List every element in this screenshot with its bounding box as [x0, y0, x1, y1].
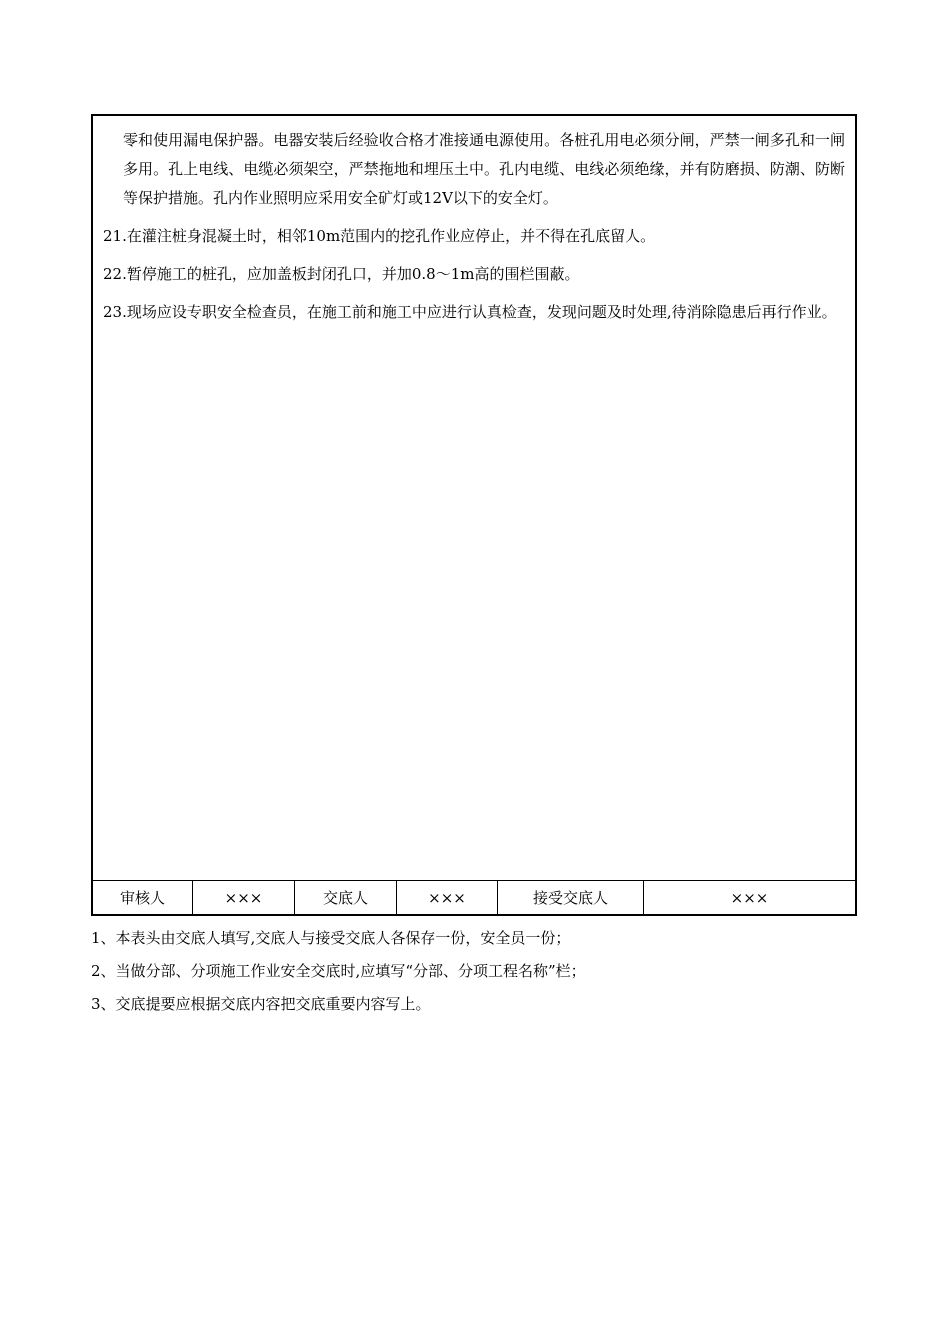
list-item-21: 21.在灌注桩身混凝土时，相邻10m范围内的挖孔作业应停止，并不得在孔底留人。 — [103, 227, 656, 245]
form-notes — [91, 922, 871, 1021]
signature-row — [93, 880, 855, 914]
presenter-value: ××× — [397, 881, 498, 914]
receiver-label: 接受交底人 — [498, 881, 644, 914]
list-item-23: 23.现场应设专职安全检查员，在施工前和施工中应进行认真检查，发现问题及时处理,待消除隐患后再行作业。 — [103, 303, 837, 321]
reviewer-label: 审核人 — [93, 881, 193, 914]
note-3: 3、交底提要应根据交底内容把交底重要内容写上。 — [91, 995, 431, 1013]
note-1: 1、本表头由交底人填写,交底人与接受交底人各保存一份，安全员一份； — [91, 929, 571, 947]
note-2: 2、当做分部、分项施工作业安全交底时,应填写“分部、分项工程名称”栏； — [91, 962, 586, 980]
disclosure-content — [93, 116, 855, 883]
continuation-paragraph: 零和使用漏电保护器。电器安装后经验收合格才准接通电源使用。各桩孔用电必须分闸，严禁一闸多孔和一闸多用。孔上电线、电缆必须架空，严禁拖地和埋压土中。孔内电缆、电线必须绝缘，并有防磨损、防潮、防断等保护措施。孔内作业照明应采用安全矿灯或12V以下的安全灯。 — [123, 131, 845, 207]
list-item-22: 22.暂停施工的桩孔，应加盖板封闭孔口，并加0.8～1m高的围栏围蔽。 — [103, 265, 580, 283]
presenter-label: 交底人 — [295, 881, 397, 914]
disclosure-form-box — [91, 114, 857, 916]
receiver-value: ××× — [730, 888, 769, 907]
reviewer-value: ××× — [193, 881, 295, 914]
